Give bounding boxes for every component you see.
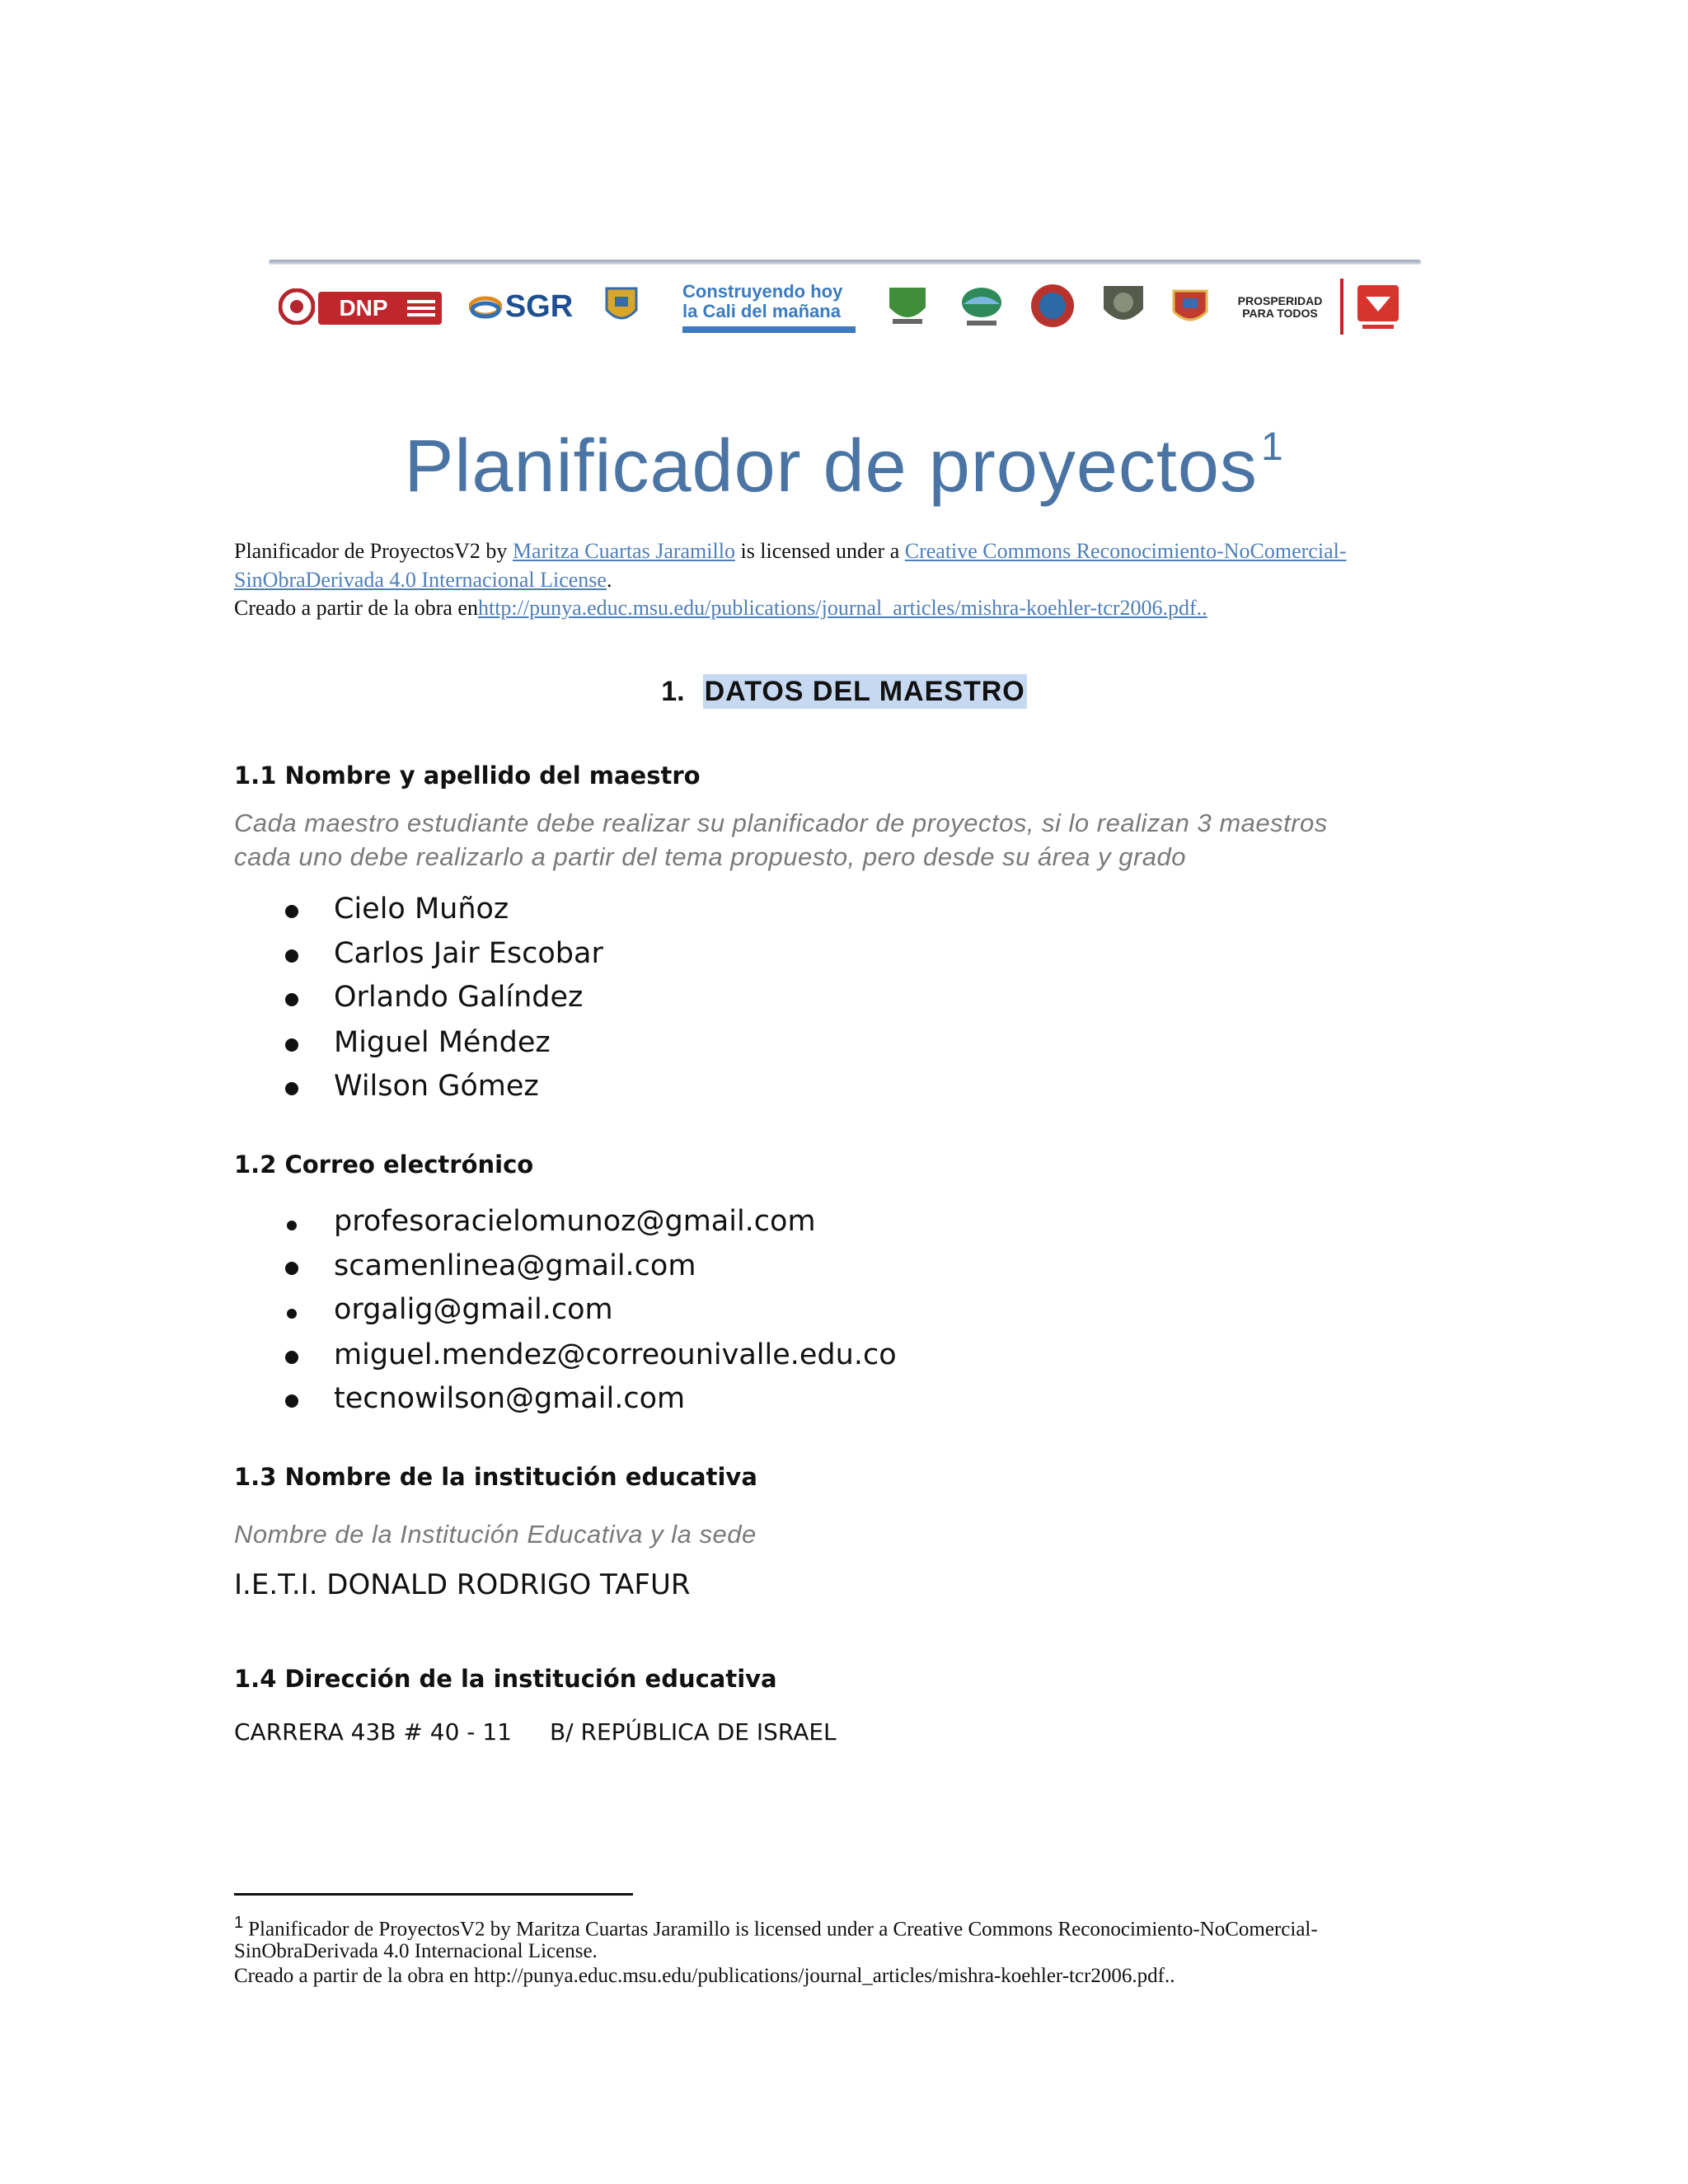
construyendo-hoy-logo: Construyendo hoy la Cali del mañana <box>682 279 864 336</box>
institution-address <box>234 1718 837 1746</box>
municipal-seal-1-logo <box>1024 279 1081 333</box>
heading-1-1: 1.1 Nombre y apellido del maestro <box>234 762 701 790</box>
bullet-icon <box>285 993 298 1006</box>
bullet-icon <box>285 949 298 963</box>
heading-1-4: 1.4 Dirección de la institución educativa <box>234 1665 777 1693</box>
prosperidad-logo: PROSPERIDAD PARA TODOS <box>1237 294 1323 320</box>
license-line-1 <box>234 539 1347 564</box>
hint-1-1-line-1: Cada maestro estudiante debe realizar su planificador de proyectos, si lo realizan 3 maestros <box>234 808 1328 837</box>
sgr-logo: SGR <box>458 284 584 330</box>
license-link[interactable]: Creative Commons Reconocimiento-NoComercial- <box>904 539 1347 563</box>
street-address: CARRERA 43B # 40 - 11 <box>234 1718 512 1746</box>
institution-name: I.E.T.I. DONALD RODRIGO TAFUR <box>234 1568 691 1601</box>
santiago-de-cali-logo <box>598 280 645 331</box>
bullet-icon <box>287 1221 297 1230</box>
logo-banner <box>269 257 1421 356</box>
heading-1-2: 1.2 Correo electrónico <box>234 1151 534 1179</box>
license-end: . <box>606 568 612 592</box>
title-footnote-mark: 1 <box>1260 425 1284 469</box>
bullet-icon <box>287 1309 297 1319</box>
footnote-line-1: $^1$ Planificador de ProyectosV2 by Maritza Cuartas Jaramillo is licensed under a Creative Commons Reconocimiento-NoComercial- <box>234 1914 1318 1941</box>
municipal-seal-2-logo <box>1095 277 1152 335</box>
dnp-logo: DNP <box>318 292 442 325</box>
alcaldia-logo <box>1165 280 1215 335</box>
license-line-3 <box>234 596 1207 621</box>
title-text: Planificador de proyectos <box>404 425 1258 508</box>
source-link[interactable]: http://punya.educ.msu.edu/publications/journal_articles/mishra-koehler-tcr2006.pdf.. <box>477 596 1207 620</box>
license-link-cont[interactable]: SinObraDerivada 4.0 Internacional License <box>234 568 607 592</box>
license-prefix: Planificador de ProyectosV2 by <box>234 539 513 563</box>
footnote-mark: 1 <box>234 1914 244 1932</box>
section-1-heading <box>0 676 1688 708</box>
hint-1-3: Nombre de la Institución Educativa y la sede <box>234 1520 757 1549</box>
footnote-line-2: SinObraDerivada 4.0 Internacional License. <box>234 1940 598 1962</box>
bullet-icon <box>285 1038 298 1052</box>
bullet-icon <box>285 905 298 918</box>
neighborhood: B/ REPÚBLICA DE ISRAEL <box>549 1718 837 1746</box>
created-prefix: Creado a partir de la obra en <box>234 596 478 620</box>
author-link[interactable]: Maritza Cuartas Jaramillo <box>512 539 735 563</box>
license-line-2 <box>234 568 612 593</box>
bullet-icon <box>285 1394 298 1408</box>
hint-1-1-line-2: cada uno debe realizarlo a partir del tema propuesto, pero desde su área y grado <box>234 842 1186 871</box>
footnote-line-3: Creado a partir de la obra en http://punya.educ.msu.edu/publications/journal_articles/mishra-koehler-tcr2006.pdf.. <box>234 1965 1175 1987</box>
section-number: 1. <box>661 676 685 707</box>
colombia-seal-logo <box>279 288 315 325</box>
page-title <box>0 424 1688 509</box>
bullet-icon <box>285 1262 298 1275</box>
heading-1-3: 1.3 Nombre de la institución educativa <box>234 1463 757 1491</box>
license-middle: is licensed under a <box>734 539 905 563</box>
valle-del-cauca-logo <box>879 279 936 333</box>
section-title: DATOS DEL MAESTRO <box>704 676 1025 707</box>
footnote-separator <box>234 1893 633 1896</box>
banner-divider <box>1340 279 1343 335</box>
bullet-icon <box>285 1082 298 1095</box>
bullet-icon <box>285 1351 298 1364</box>
gobernacion-logo <box>953 279 1010 333</box>
shield-logo <box>1353 280 1403 335</box>
